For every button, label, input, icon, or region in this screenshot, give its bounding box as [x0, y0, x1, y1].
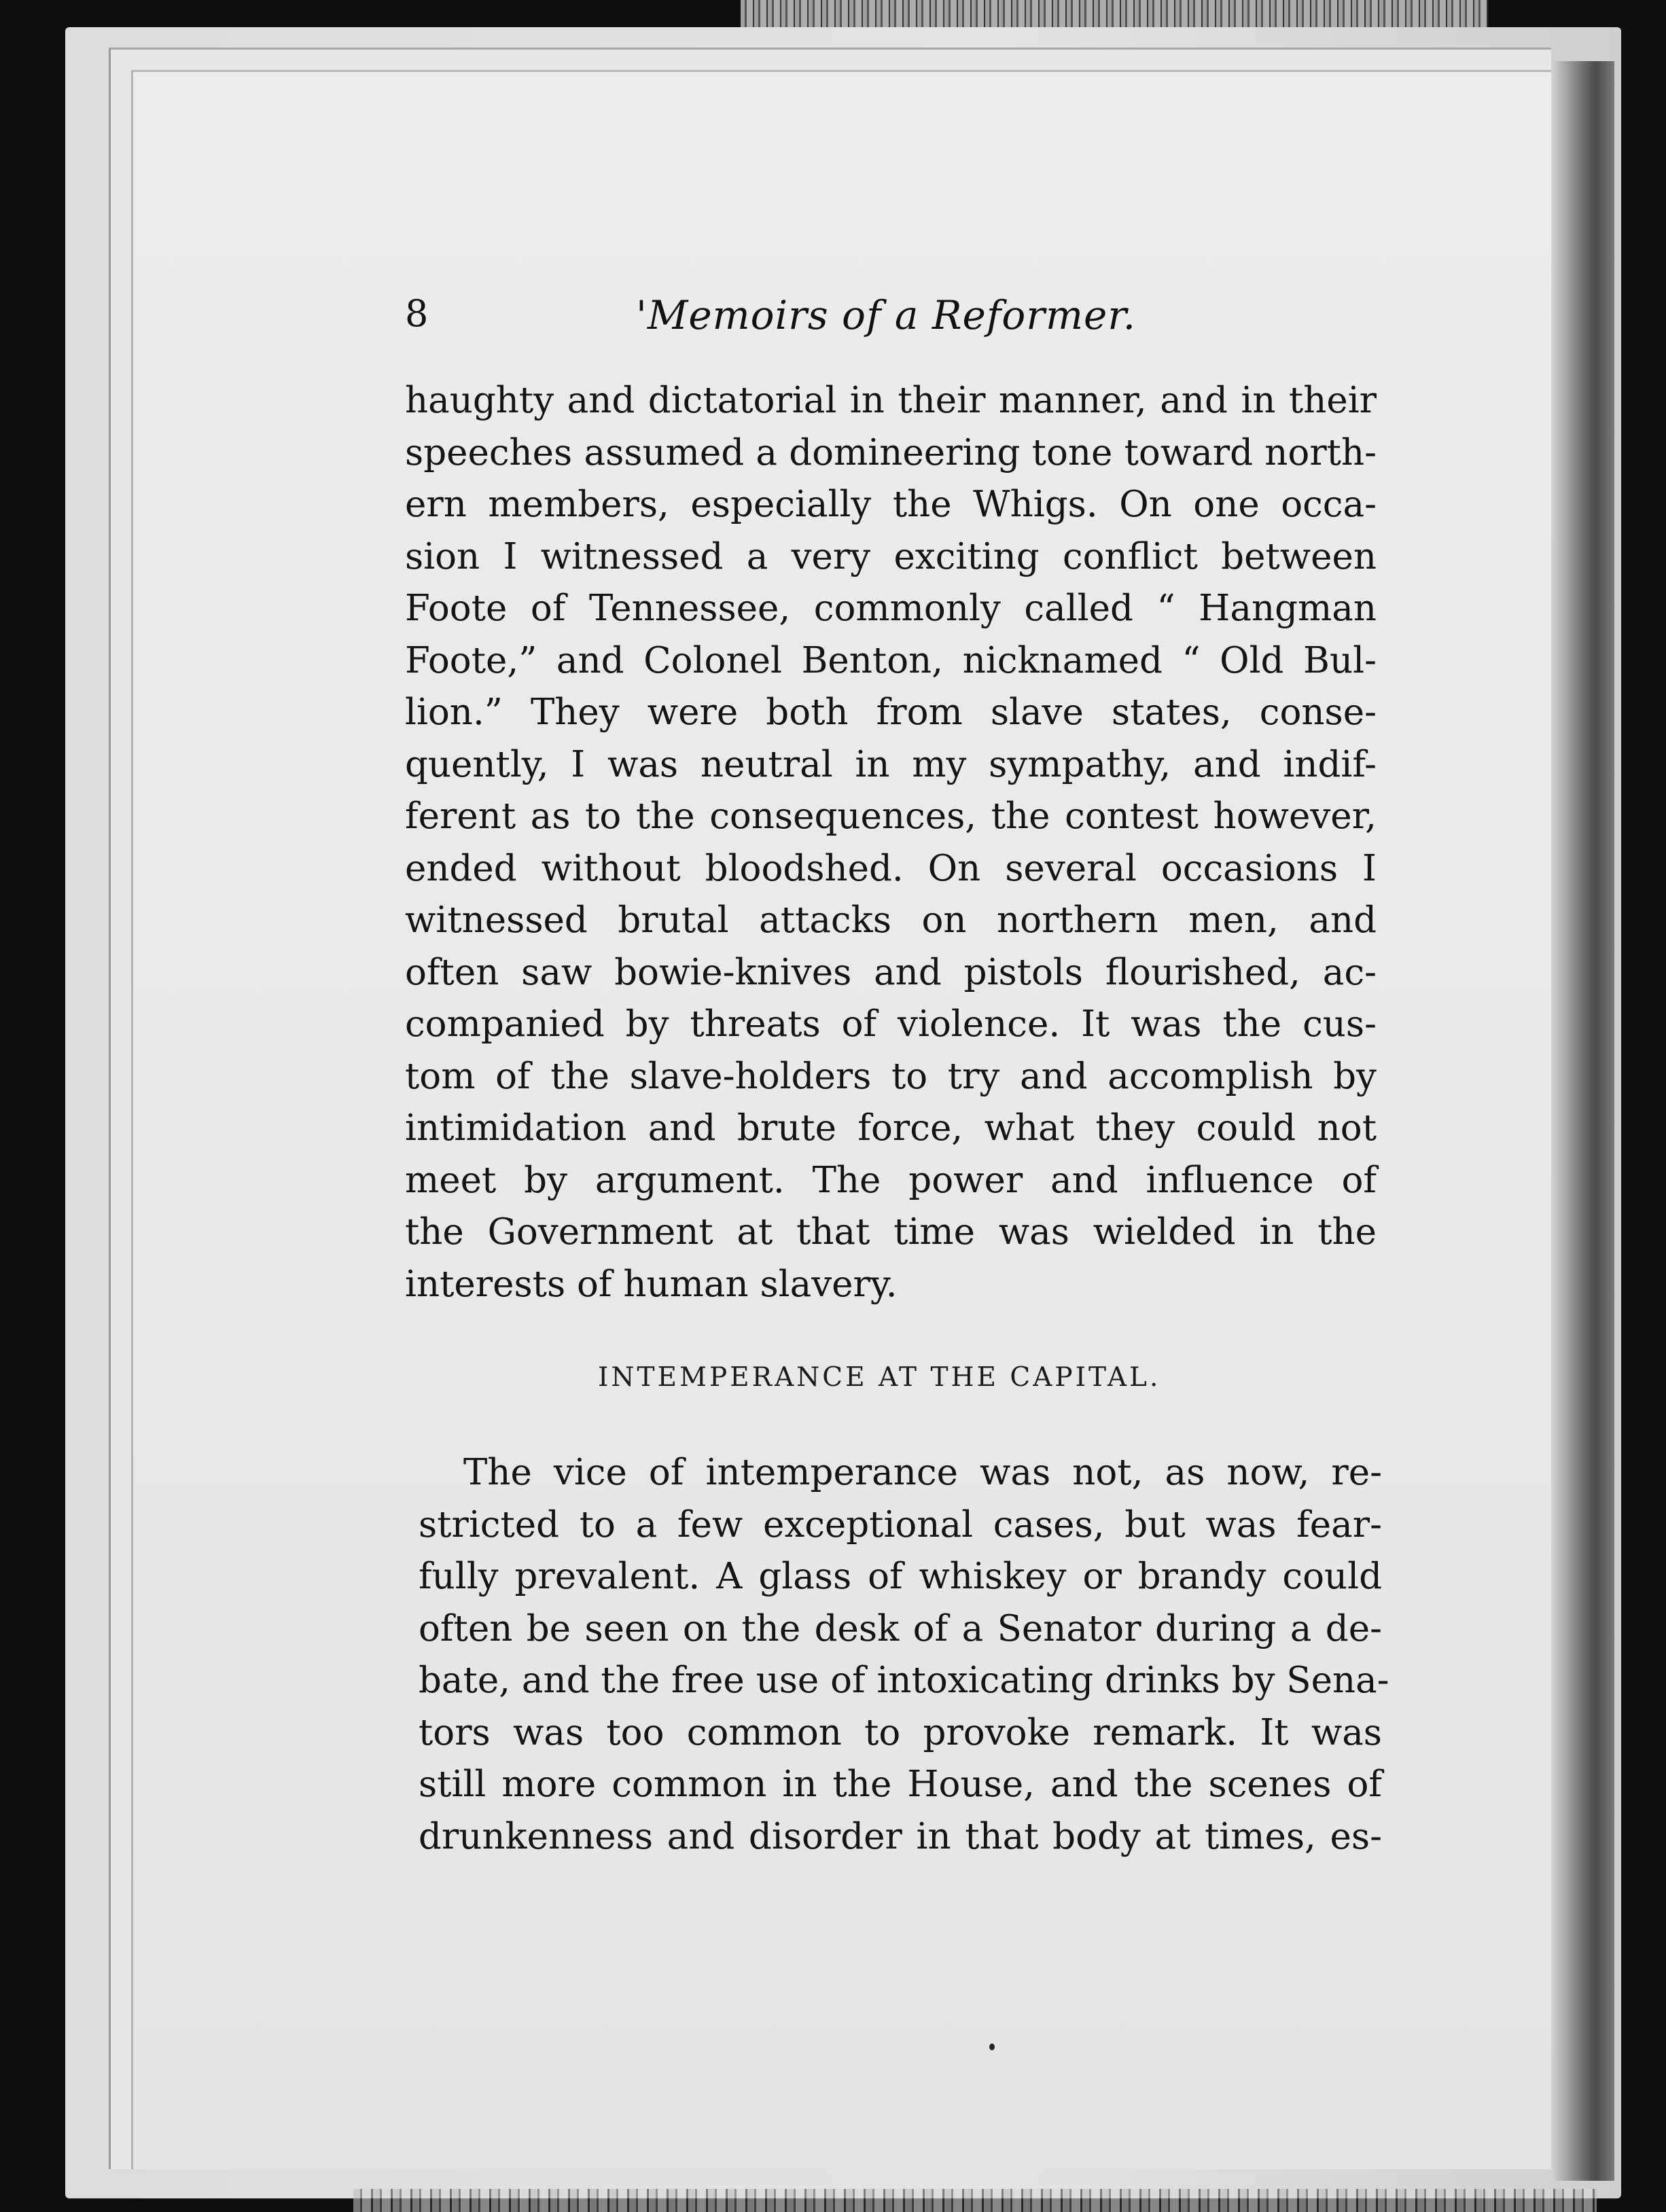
text-line: stricted to a few exceptional cases, but was fear-: [419, 1503, 1382, 1546]
page-edge-shadow: [1552, 61, 1614, 2181]
paragraph-2: [419, 1447, 1389, 1863]
scan-noise-bottom: [353, 2189, 1597, 2212]
text-line: still more common in the House, and the scenes of: [419, 1764, 1382, 1805]
text-line: ferent as to the consequences, the contest however,: [405, 796, 1377, 837]
text-line: meet by argument. The power and influence of: [405, 1159, 1377, 1201]
ink-speck: [989, 2044, 995, 2050]
text-line: drunkenness and disorder in that body at times, es-: [419, 1815, 1382, 1857]
text-line: ended without bloodshed. On several occasions I: [405, 847, 1377, 889]
text-line: ern members, especially the Whigs. On one occa-: [405, 484, 1377, 525]
text-line: the Government at that time was wielded in the: [405, 1211, 1377, 1253]
book-title: 'Memoirs of a Reformer.: [636, 292, 1137, 338]
text-line: bate, and the free use of intoxicating drinks by Sena-: [419, 1660, 1389, 1701]
text-line: witnessed brutal attacks on northern men, and: [405, 899, 1377, 941]
text-line: often be seen on the desk of a Senator during a de-: [419, 1607, 1382, 1649]
text-line: Foote,” and Colonel Benton, nicknamed “ Old Bul-: [405, 639, 1377, 681]
text-line: Foote of Tennessee, commonly called “ Hangman: [405, 588, 1377, 629]
text-line: interests of human slavery.: [405, 1263, 898, 1305]
text-line: speeches assumed a domineering tone toward north-: [405, 431, 1377, 474]
text-line: fully prevalent. A glass of whiskey or brandy could: [419, 1556, 1382, 1597]
text-line: often saw bowie-knives and pistols flourished, ac-: [405, 951, 1377, 993]
text-line: intimidation and brute force, what they could not: [405, 1107, 1377, 1149]
text-line: The vice of intemperance was not, as now, re-: [463, 1452, 1382, 1493]
text-line: tors was too common to provoke remark. It was: [419, 1711, 1382, 1753]
section-heading: INTEMPERANCE AT THE CAPITAL.: [598, 1362, 1161, 1393]
text-line: companied by threats of violence. It was the cus-: [405, 1003, 1377, 1045]
text-line: lion.” They were both from slave states, conse-: [405, 692, 1377, 733]
text-line: sion I witnessed a very exciting conflict between: [405, 535, 1377, 577]
running-head: [405, 292, 1397, 346]
page-number: 8: [405, 292, 429, 335]
paragraph-1: [405, 375, 1377, 1310]
text-line: haughty and dictatorial in their manner, and in their: [405, 380, 1377, 421]
text-line: quently, I was neutral in my sympathy, and indif-: [405, 743, 1377, 785]
text-line: tom of the slave-holders to try and accomplish by: [405, 1055, 1377, 1097]
